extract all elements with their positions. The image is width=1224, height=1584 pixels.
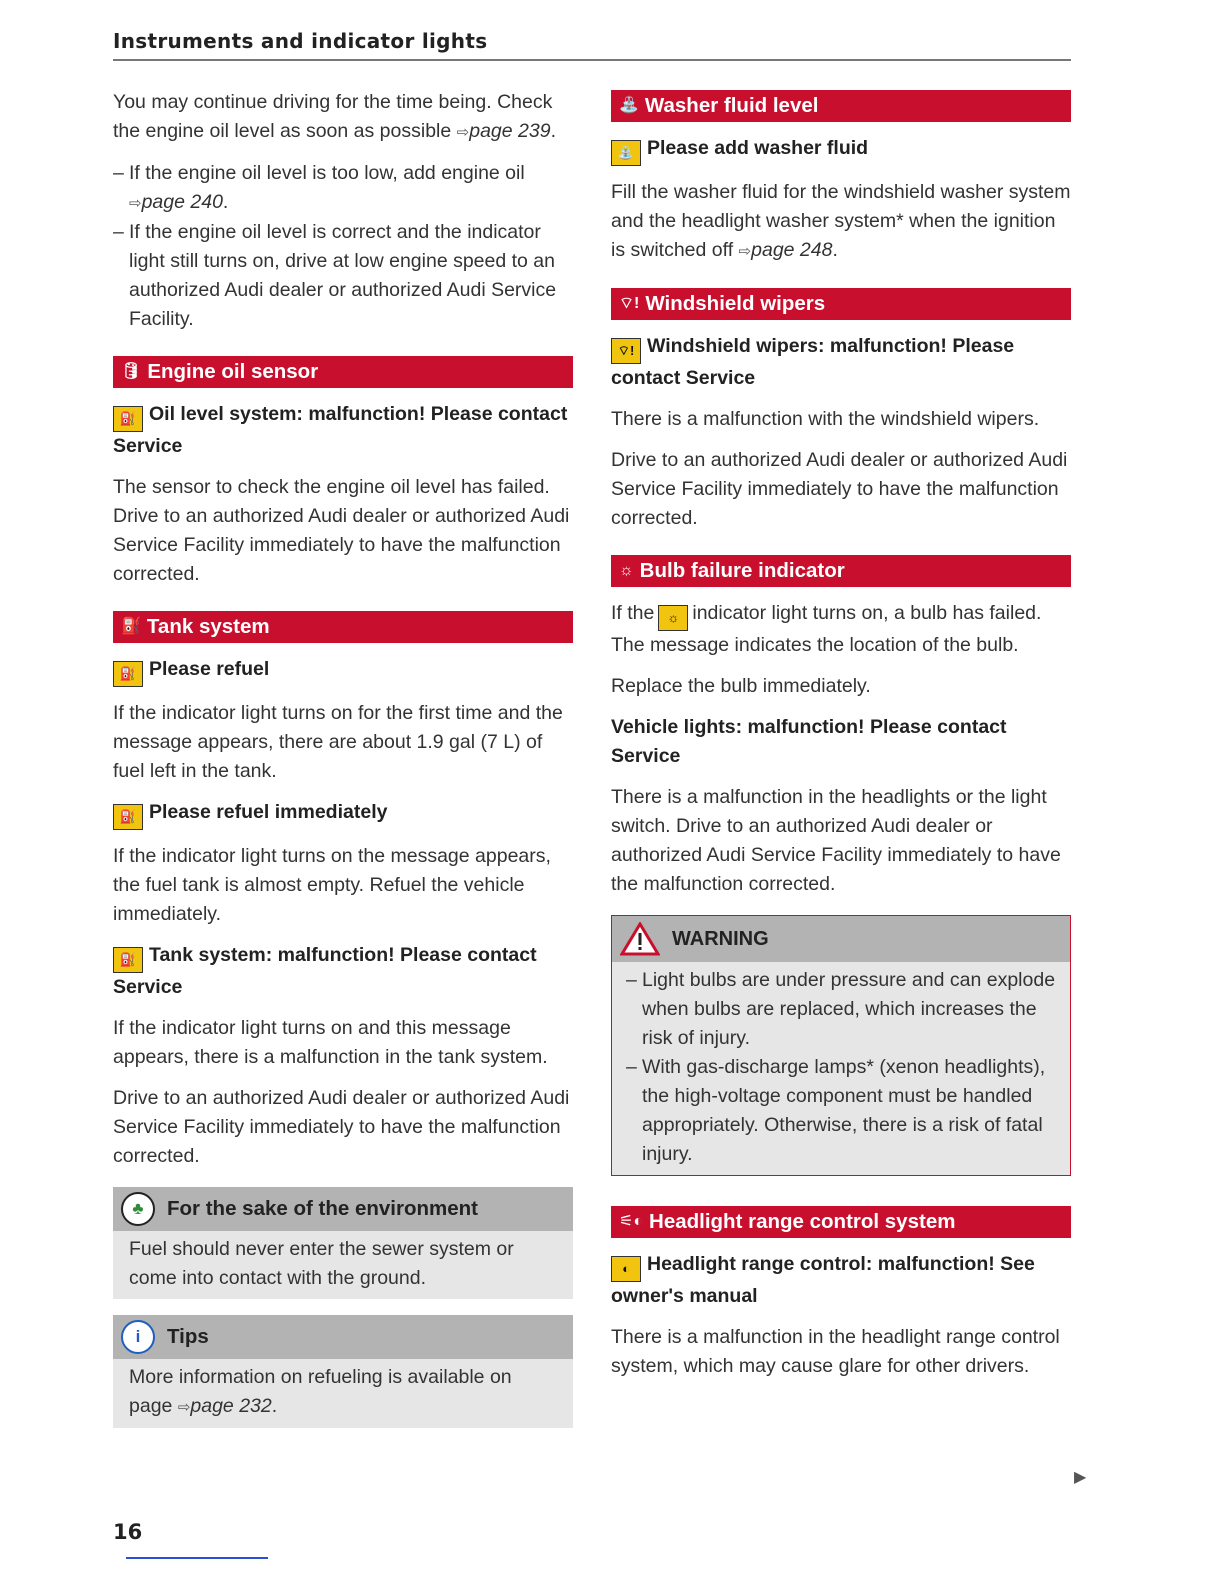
wiper-warning-icon: ⌔!	[619, 295, 640, 312]
page-reference[interactable]: ⇨page 232	[177, 1395, 272, 1417]
message-heading: ⛽ Tank system: malfunction! Please contact Service	[113, 944, 537, 998]
washer-icon: ⛲	[619, 97, 639, 114]
warning-triangle-icon	[620, 922, 660, 956]
body-paragraph: If the ☼ indicator light turns on, a bulb has failed. The message indicates the location of the bulb.	[611, 602, 1042, 656]
oil-can-icon: ⛽	[113, 406, 143, 432]
warning-list	[612, 962, 1070, 1175]
info-icon: i	[121, 1320, 155, 1354]
environment-note-body: Fuel should never enter the sewer system or come into contact with the ground.	[129, 1238, 514, 1289]
body-paragraph: If the indicator light turns on and this message appears, there is a malfunction in the tank system.	[113, 1017, 548, 1068]
body-paragraph: Fill the washer fluid for the windshield washer system and the headlight washer system* when the ignition is switched off ⇨page 248.	[611, 181, 1071, 261]
page-reference[interactable]: ⇨page 240	[129, 191, 223, 213]
section-heading-engine-oil-sensor: 🛢 Engine oil sensor	[113, 356, 573, 388]
ref-arrow-icon: ⇨	[129, 195, 142, 212]
page-reference[interactable]: ⇨page 248	[738, 239, 833, 261]
body-paragraph: There is a malfunction in the headlight range control system, which may cause glare for other drivers.	[611, 1326, 1060, 1377]
headlight-range-icon: ◐	[611, 1256, 641, 1282]
running-header: Instruments and indicator lights	[113, 29, 1071, 61]
message-heading: ⛽ Please refuel	[113, 655, 573, 687]
message-heading: ◐ Headlight range control: malfunction! See owner's manual	[611, 1253, 1035, 1307]
section-heading-windshield-wipers: ⌔! Windshield wipers	[611, 288, 1071, 320]
environment-note	[113, 1187, 573, 1299]
environment-note-heading: ♣ For the sake of the environment	[113, 1187, 573, 1231]
bulb-icon: ☼	[619, 562, 634, 579]
message-heading: ⌔! Windshield wipers: malfunction! Please contact Service	[611, 335, 1015, 389]
intro-paragraph: You may continue driving for the time being. Check the engine oil level as soon as possible ⇨page 239.	[113, 91, 556, 142]
list-item: – If the engine oil level is correct and the indicator light still turns on, drive at low engine speed to an authorized Audi dealer or authorized Audi Service Facility.	[113, 218, 573, 334]
fuel-pump-icon: ⛽	[113, 804, 143, 830]
body-paragraph: If the indicator light turns on the message appears, the fuel tank is almost empty. Refuel the vehicle immediately.	[113, 845, 551, 925]
warning-box	[611, 915, 1071, 1176]
fuel-pump-icon: ⛽	[113, 661, 143, 687]
continue-arrow-icon: ▶	[1074, 1469, 1087, 1486]
tips-note-body: More information on refueling is available on page ⇨page 232.	[129, 1366, 512, 1417]
ref-arrow-icon: ⇨	[456, 124, 470, 141]
ref-arrow-icon: ⇨	[177, 1399, 191, 1416]
warning-heading: WARNING	[612, 916, 1070, 962]
page-reference[interactable]: ⇨page 239	[456, 120, 551, 142]
message-heading: ⛽ Please refuel immediately	[113, 798, 573, 830]
wiper-warning-icon: ⌔!	[611, 338, 641, 364]
section-heading-headlight-range: ⚟◐ Headlight range control system	[611, 1206, 1071, 1238]
section-heading-washer-fluid: ⛲ Washer fluid level	[611, 90, 1071, 122]
bulb-icon: ☼	[658, 605, 688, 631]
oil-bullet-list	[113, 159, 573, 334]
body-paragraph: Replace the bulb immediately.	[611, 675, 871, 697]
page-footer-line	[126, 1557, 268, 1559]
body-paragraph: Drive to an authorized Audi dealer or authorized Audi Service Facility immediately to have the malfunction corrected.	[113, 1087, 570, 1167]
body-paragraph: The sensor to check the engine oil level has failed. Drive to an authorized Audi dealer or authorized Audi Service Facility immediately to have the malfunction corrected.	[113, 476, 570, 585]
message-heading: Vehicle lights: malfunction! Please contact Service	[611, 716, 1007, 767]
message-heading: ⛽ Oil level system: malfunction! Please contact Service	[113, 403, 568, 457]
body-paragraph: Drive to an authorized Audi dealer or authorized Audi Service Facility immediately to have the malfunction corrected.	[611, 449, 1068, 529]
fuel-pump-icon: ⛽	[113, 947, 143, 973]
tips-note-heading: i Tips	[113, 1315, 573, 1359]
headlight-range-icon: ⚟◐	[619, 1213, 644, 1230]
right-column	[611, 88, 1071, 1393]
list-item: – If the engine oil level is too low, add engine oil ⇨page 240.	[113, 159, 573, 218]
body-paragraph: If the indicator light turns on for the first time and the message appears, there are about 1.9 gal (7 L) of fuel left in the tank.	[113, 702, 563, 782]
left-column	[113, 88, 573, 1442]
page-number: 16	[113, 1520, 143, 1544]
fuel-pump-icon: ⛽	[121, 618, 141, 635]
tips-note	[113, 1315, 573, 1428]
body-paragraph: There is a malfunction in the headlights or the light switch. Drive to an authorized Audi dealer or authorized Audi Service Facility immediately to have the malfunction corrected.	[611, 786, 1061, 895]
section-heading-bulb-failure: ☼ Bulb failure indicator	[611, 555, 1071, 587]
list-item: – With gas-discharge lamps* (xenon headlights), the high-voltage component must be handled appropriately. Otherwise, there is a risk of fatal injury.	[626, 1053, 1056, 1169]
body-paragraph: There is a malfunction with the windshield wipers.	[611, 408, 1040, 430]
tree-icon: ♣	[121, 1192, 155, 1226]
message-heading: ⛲ Please add washer fluid	[611, 134, 1071, 166]
ref-arrow-icon: ⇨	[738, 243, 752, 260]
washer-icon: ⛲	[611, 140, 641, 166]
list-item: – Light bulbs are under pressure and can explode when bulbs are replaced, which increases the risk of injury.	[626, 966, 1056, 1053]
section-heading-tank-system: ⛽ Tank system	[113, 611, 573, 643]
oil-can-icon: 🛢	[121, 363, 142, 380]
